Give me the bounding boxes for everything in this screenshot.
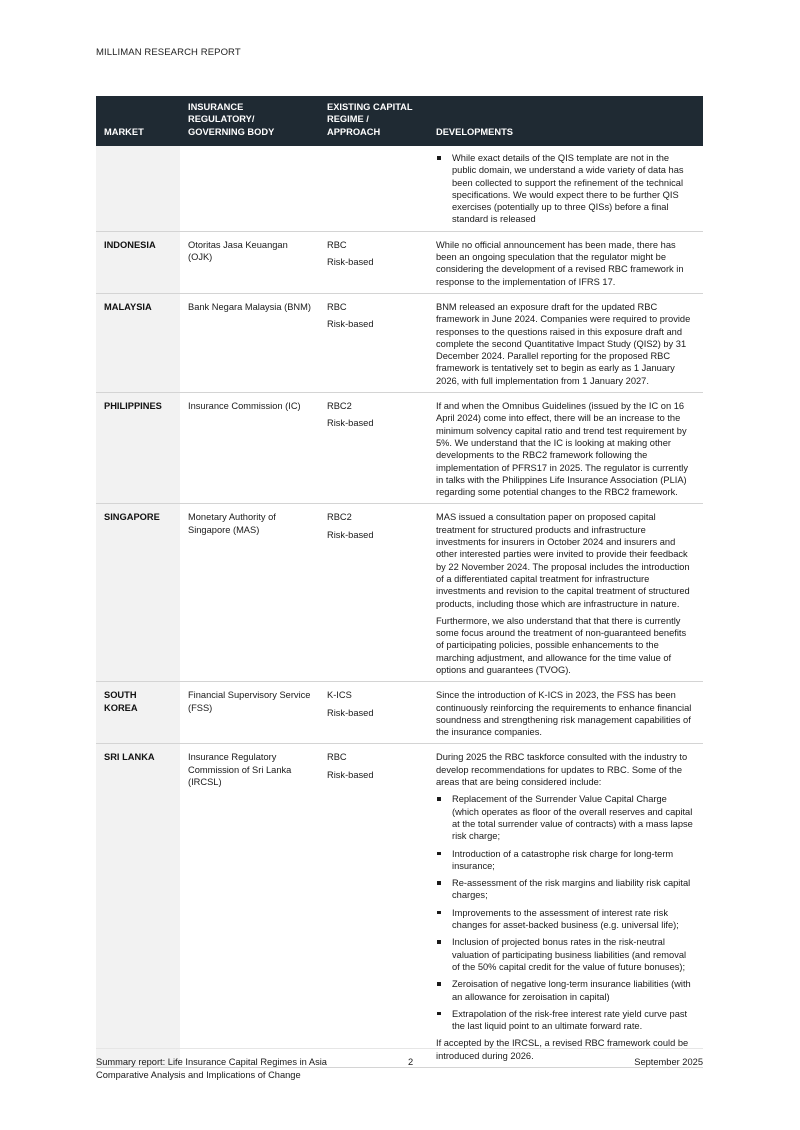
market-cell: INDONESIA — [96, 231, 180, 293]
regime-cell — [319, 682, 428, 744]
body-cell: Financial Supervisory Service (FSS) — [180, 682, 319, 744]
development-paragraph: MAS issued a consultation paper on proposed capital treatment for structured products and infrastructure investments for insurers in October 2024 and insurers and other interested parties were invited to provide their feedback by 22 November 2024. The proposal includes the introduction of a differentiated capital treatment for infrastructure investments and revision to the capital treatment of structured products, including those which are infrastructure in nature. — [436, 512, 690, 609]
regime-cell — [319, 293, 428, 392]
regime-approach: Risk-based — [327, 319, 374, 330]
body-cell: Otoritas Jasa Keuangan (OJK) — [180, 231, 319, 293]
developments-cell — [428, 393, 703, 504]
list-item: While exact details of the QIS template are not in the public domain, we understand a wide variety of data has been collected to support the refinement of the technical specifications. We would expect there to be further QIS exercises (potentially up to three QISs) before a final standard is released — [436, 152, 695, 226]
list-item: Replacement of the Surrender Value Capital Charge (which operates as floor of the overall reserves and capital at the total surrender value of contracts) with a mass lapse risk charge; — [436, 793, 695, 842]
market-cell: SINGAPORE — [96, 504, 180, 682]
column-header-developments: DEVELOPMENTS — [428, 96, 703, 146]
body-cell: Bank Negara Malaysia (BNM) — [180, 293, 319, 392]
developments-cell — [428, 146, 703, 231]
footer-title-line: Summary report: Life Insurance Capital Regimes in Asia — [96, 1057, 327, 1067]
regime-approach: Risk-based — [327, 418, 374, 429]
developments-cell — [428, 744, 703, 1068]
regime-cell — [319, 744, 428, 1068]
table-header-row — [96, 96, 703, 146]
regime-name: K-ICS — [327, 690, 352, 701]
regime-cell — [319, 393, 428, 504]
regime-name: RBC2 — [327, 401, 352, 412]
table-row-south-korea — [96, 682, 703, 744]
regime-approach: Risk-based — [327, 769, 374, 780]
table-row-indonesia — [96, 231, 703, 293]
regime-approach: Risk-based — [327, 257, 374, 268]
developments-cell — [428, 682, 703, 744]
market-cell: SRI LANKA — [96, 744, 180, 1068]
regime-name: RBC — [327, 239, 347, 250]
column-header-capital-regime: EXISTING CAPITAL REGIME / APPROACH — [319, 96, 428, 146]
list-item: Extrapolation of the risk-free interest rate yield curve past the last liquid point to an ultimate forward rate. — [436, 1008, 695, 1033]
body-cell: Insurance Commission (IC) — [180, 393, 319, 504]
column-header-regulatory-body: INSURANCE REGULATORY/ GOVERNING BODY — [180, 96, 319, 146]
regime-cell — [319, 146, 428, 231]
bullet-list — [436, 152, 695, 226]
market-cell: PHILIPPINES — [96, 393, 180, 504]
footer-date: September 2025 — [634, 1057, 703, 1067]
table-row-philippines — [96, 393, 703, 504]
development-paragraph: During 2025 the RBC taskforce consulted with the industry to develop recommendations for updates to RBC. Some of the areas that are being considered include: — [436, 752, 688, 788]
regime-cell — [319, 504, 428, 682]
regime-name: RBC — [327, 752, 347, 763]
market-cell: SOUTH KOREA — [96, 682, 180, 744]
footer-report-title — [96, 1056, 327, 1082]
table-row-continuation — [96, 146, 703, 231]
developments-cell — [428, 231, 703, 293]
development-paragraph: Since the introduction of K-ICS in 2023, the FSS has been continuously reinforcing the requirements to enhance financial soundness and strengthening risk management capabilities of the insurance companies. — [436, 690, 692, 738]
column-header-market: MARKET — [96, 96, 180, 146]
developments-cell — [428, 504, 703, 682]
regime-cell — [319, 231, 428, 293]
development-paragraph: If accepted by the IRCSL, a revised RBC framework could be introduced during 2026. — [436, 1038, 689, 1061]
table-row-singapore — [96, 504, 703, 682]
developments-cell — [428, 293, 703, 392]
development-paragraph: While no official announcement has been made, there has been an ongoing speculation that the regulator might be considering the development of a revised RBC framework in response to the implementation of IFRS 17. — [436, 239, 684, 287]
table-row-malaysia — [96, 293, 703, 392]
list-item: Re-assessment of the risk margins and liability risk capital charges; — [436, 877, 695, 902]
body-cell: Monetary Authority of Singapore (MAS) — [180, 504, 319, 682]
development-paragraph: If and when the Omnibus Guidelines (issued by the IC on 16 April 2024) come into effect, there will be an increase to the minimum solvency capital ratio and trend test requirement by 5%. We understand that the IC is looking at making other developments to the RBC2 framework following the implementation of PFRS17 in 2025. The regulator is currently in talks with the Philippines Life Insurance Association (PLIA) regarding some potential changes to the RBC2 framework. — [436, 401, 689, 498]
regime-name: RBC — [327, 301, 347, 312]
list-item: Improvements to the assessment of interest rate risk changes for asset-backed business (e.g. universal life); — [436, 907, 695, 932]
list-item: Introduction of a catastrophe risk charge for long-term insurance; — [436, 848, 695, 873]
regime-approach: Risk-based — [327, 529, 374, 540]
regime-name: RBC2 — [327, 512, 352, 523]
body-cell: Insurance Regulatory Commission of Sri Lanka (IRCSL) — [180, 744, 319, 1068]
page-number: 2 — [408, 1057, 414, 1067]
regime-approach: Risk-based — [327, 707, 374, 718]
report-header-label: MILLIMAN RESEARCH REPORT — [96, 47, 241, 58]
footer-divider — [96, 1048, 703, 1049]
body-cell — [180, 146, 319, 231]
table-row-sri-lanka — [96, 744, 703, 1068]
bullet-list — [436, 793, 695, 1032]
development-paragraph: Furthermore, we also understand that that there is currently some focus around the treatment of non-guaranteed benefits of participating policies, possible enhancements to the marching adjustment, and allowance for the time value of options and guarantees (TVOG). — [436, 615, 687, 675]
footer-subtitle-line: Comparative Analysis and Implications of Change — [96, 1070, 301, 1080]
capital-regimes-table — [96, 96, 703, 1068]
market-cell — [96, 146, 180, 231]
development-paragraph: BNM released an exposure draft for the updated RBC framework in June 2024. Companies were required to provide responses to the questions raised in this exposure draft and complete the second Quantitative Impact Study (QIS2) by 31 December 2024. Parallel reporting for the proposed RBC framework is tentatively set to begin as early as 1 January 2026, with full implementation from 1 January 2027. — [436, 301, 691, 386]
market-cell: MALAYSIA — [96, 293, 180, 392]
list-item: Zeroisation of negative long-term insurance liabilities (with an allowance for zeroisation in capital) — [436, 978, 695, 1003]
list-item: Inclusion of projected bonus rates in the risk-neutral valuation of participating business liabilities (and removal of the 50% capital credit for the value of future bonuses); — [436, 936, 695, 973]
